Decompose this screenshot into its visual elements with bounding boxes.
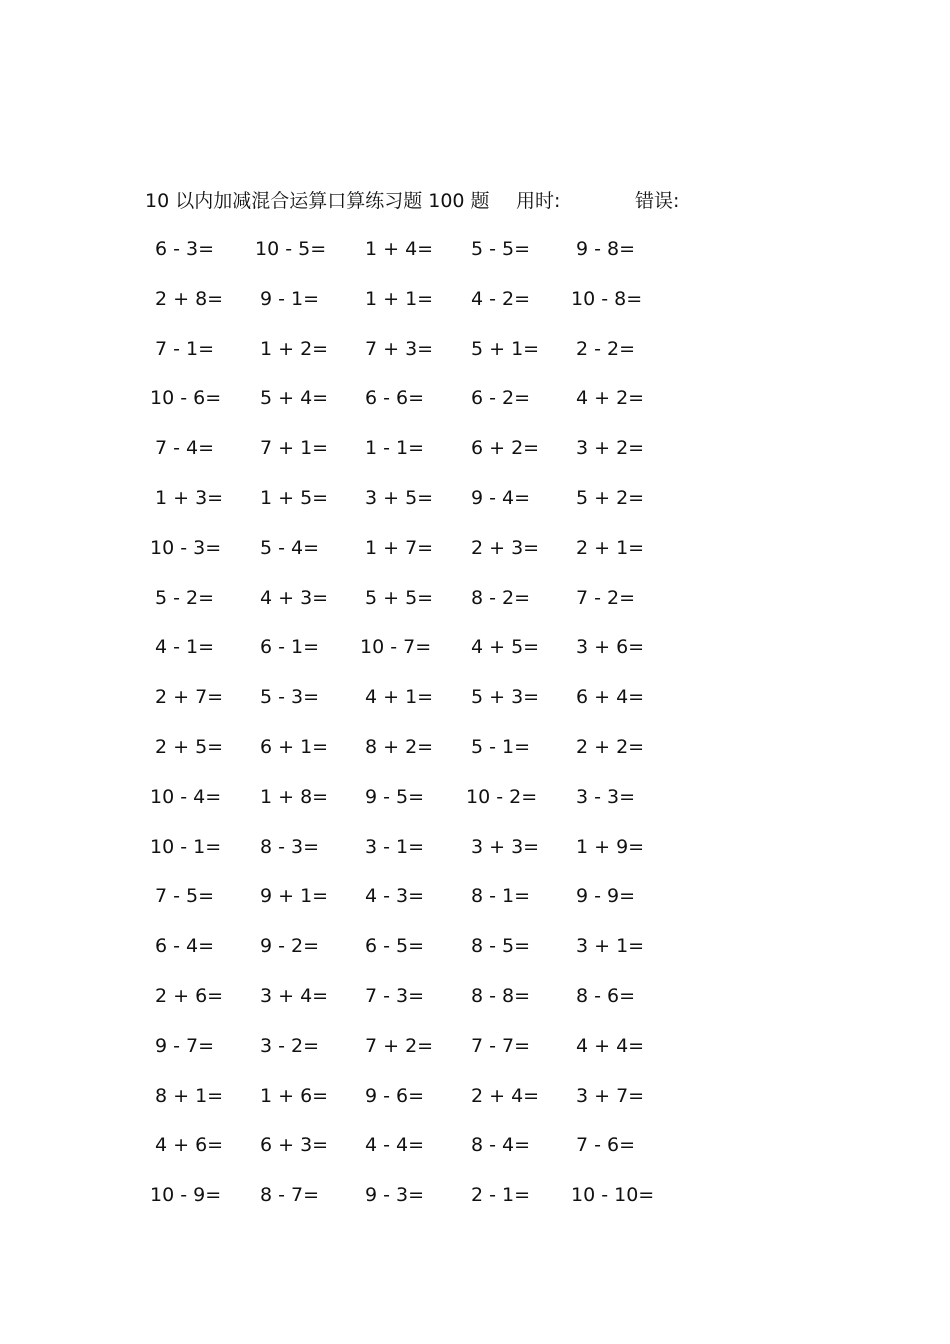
math-problem: 4 + 6= xyxy=(155,1134,224,1157)
problem-row xyxy=(145,931,705,981)
math-problem: 2 + 6= xyxy=(155,984,224,1007)
math-problem: 7 - 2= xyxy=(576,586,636,609)
math-problem: 1 + 4= xyxy=(365,238,434,260)
problem-row xyxy=(145,782,705,832)
errors-label: 错误: xyxy=(635,190,680,212)
math-problem: 9 - 9= xyxy=(576,885,636,908)
math-problem: 4 + 5= xyxy=(471,636,540,659)
math-problem: 9 - 2= xyxy=(260,935,320,958)
math-problem: 9 - 1= xyxy=(260,287,320,310)
problem-row xyxy=(145,234,705,284)
math-problem: 3 + 2= xyxy=(576,437,645,460)
math-problem: 5 + 3= xyxy=(471,686,540,709)
problem-row xyxy=(145,284,705,334)
math-problem: 2 + 5= xyxy=(155,735,224,758)
math-problem: 3 + 7= xyxy=(576,1084,645,1107)
math-problem: 10 - 10= xyxy=(571,1184,655,1207)
math-problem: 7 + 3= xyxy=(365,337,434,360)
math-problem: 7 - 3= xyxy=(365,984,425,1007)
problem-row xyxy=(145,881,705,931)
math-problem: 6 - 2= xyxy=(471,387,531,410)
math-problem: 5 + 5= xyxy=(365,586,434,609)
math-problem: 8 + 1= xyxy=(155,1084,224,1107)
math-problem: 2 + 7= xyxy=(155,686,224,709)
math-problem: 5 - 4= xyxy=(260,536,320,559)
math-problem: 9 + 1= xyxy=(260,885,329,908)
math-problem: 6 + 1= xyxy=(260,735,329,758)
math-problem: 7 - 1= xyxy=(155,337,215,360)
math-problem: 7 + 2= xyxy=(365,1034,434,1057)
math-problem: 2 + 8= xyxy=(155,287,224,310)
math-problem: 2 + 3= xyxy=(471,536,540,559)
math-problem: 8 - 3= xyxy=(260,835,320,858)
math-problem: 2 - 2= xyxy=(576,337,636,360)
math-problem: 3 - 2= xyxy=(260,1034,320,1057)
problem-row xyxy=(145,1081,705,1131)
problem-row xyxy=(145,533,705,583)
problem-row xyxy=(145,832,705,882)
math-problem: 3 - 3= xyxy=(576,785,636,808)
math-problem: 10 - 7= xyxy=(360,636,432,659)
math-problem: 5 - 1= xyxy=(471,735,531,758)
math-problem: 10 - 9= xyxy=(150,1184,222,1207)
math-problem: 2 + 4= xyxy=(471,1084,540,1107)
math-problem: 3 + 6= xyxy=(576,636,645,659)
math-problem: 7 - 4= xyxy=(155,437,215,460)
math-problem: 6 - 5= xyxy=(365,935,425,958)
math-problem: 10 - 2= xyxy=(466,785,538,808)
worksheet-title: 10 以内加减混合运算口算练习题 100 题 xyxy=(145,190,490,212)
math-problem: 4 - 3= xyxy=(365,885,425,908)
math-problem: 2 + 1= xyxy=(576,536,645,559)
problem-row xyxy=(145,483,705,533)
math-problem: 8 - 5= xyxy=(471,935,531,958)
math-problem: 1 + 8= xyxy=(260,785,329,808)
problem-row xyxy=(145,433,705,483)
problem-row xyxy=(145,383,705,433)
math-problem: 5 + 1= xyxy=(471,337,540,360)
problem-row xyxy=(145,334,705,384)
math-problem: 6 - 4= xyxy=(155,935,215,958)
math-problem: 8 - 6= xyxy=(576,984,636,1007)
math-problem: 8 - 8= xyxy=(471,984,531,1007)
math-problem: 9 - 3= xyxy=(365,1184,425,1207)
math-problem: 10 - 4= xyxy=(150,785,222,808)
math-problem: 9 - 8= xyxy=(576,238,636,260)
problem-row xyxy=(145,981,705,1031)
math-problem: 6 - 6= xyxy=(365,387,425,410)
math-problem: 8 - 4= xyxy=(471,1134,531,1157)
math-problem: 7 + 1= xyxy=(260,437,329,460)
math-problem: 4 - 1= xyxy=(155,636,215,659)
math-problem: 5 + 2= xyxy=(576,486,645,509)
problem-row xyxy=(145,632,705,682)
problem-row xyxy=(145,1031,705,1081)
math-problem: 10 - 8= xyxy=(571,287,643,310)
math-problem: 4 + 4= xyxy=(576,1034,645,1057)
math-problem: 2 + 2= xyxy=(576,735,645,758)
math-problem: 6 - 1= xyxy=(260,636,320,659)
math-problem: 10 - 5= xyxy=(255,238,327,260)
math-problem: 8 - 2= xyxy=(471,586,531,609)
math-problem: 4 + 1= xyxy=(365,686,434,709)
math-problem: 6 - 3= xyxy=(155,238,215,260)
math-problem: 10 - 3= xyxy=(150,536,222,559)
math-problem: 8 + 2= xyxy=(365,735,434,758)
problem-grid xyxy=(145,234,705,1230)
math-problem: 1 + 1= xyxy=(365,287,434,310)
problem-row xyxy=(145,583,705,633)
math-problem: 9 - 4= xyxy=(471,486,531,509)
math-problem: 3 + 3= xyxy=(471,835,540,858)
math-problem: 9 - 6= xyxy=(365,1084,425,1107)
problem-row xyxy=(145,682,705,732)
math-problem: 2 - 1= xyxy=(471,1184,531,1207)
math-problem: 4 + 3= xyxy=(260,586,329,609)
math-problem: 6 + 4= xyxy=(576,686,645,709)
math-problem: 5 - 5= xyxy=(471,238,531,260)
math-problem: 7 - 6= xyxy=(576,1134,636,1157)
math-problem: 1 + 9= xyxy=(576,835,645,858)
problem-row xyxy=(145,1180,705,1230)
math-problem: 1 + 3= xyxy=(155,486,224,509)
math-problem: 1 + 6= xyxy=(260,1084,329,1107)
problem-row xyxy=(145,732,705,782)
math-problem: 1 - 1= xyxy=(365,437,425,460)
math-problem: 5 + 4= xyxy=(260,387,329,410)
math-problem: 1 + 2= xyxy=(260,337,329,360)
math-problem: 3 + 4= xyxy=(260,984,329,1007)
math-problem: 8 - 7= xyxy=(260,1184,320,1207)
math-problem: 9 - 5= xyxy=(365,785,425,808)
math-problem: 6 + 2= xyxy=(471,437,540,460)
math-problem: 7 - 7= xyxy=(471,1034,531,1057)
math-problem: 6 + 3= xyxy=(260,1134,329,1157)
math-problem: 10 - 6= xyxy=(150,387,222,410)
math-problem: 3 + 1= xyxy=(576,935,645,958)
math-problem: 7 - 5= xyxy=(155,885,215,908)
math-problem: 3 + 5= xyxy=(365,486,434,509)
math-problem: 3 - 1= xyxy=(365,835,425,858)
math-problem: 9 - 7= xyxy=(155,1034,215,1057)
math-problem: 5 - 3= xyxy=(260,686,320,709)
math-problem: 4 - 2= xyxy=(471,287,531,310)
math-problem: 1 + 7= xyxy=(365,536,434,559)
math-problem: 5 - 2= xyxy=(155,586,215,609)
math-problem: 4 - 4= xyxy=(365,1134,425,1157)
time-used-label: 用时: xyxy=(516,190,561,212)
math-problem: 8 - 1= xyxy=(471,885,531,908)
math-problem: 1 + 5= xyxy=(260,486,329,509)
math-problem: 4 + 2= xyxy=(576,387,645,410)
math-problem: 10 - 1= xyxy=(150,835,222,858)
problem-row xyxy=(145,1130,705,1180)
